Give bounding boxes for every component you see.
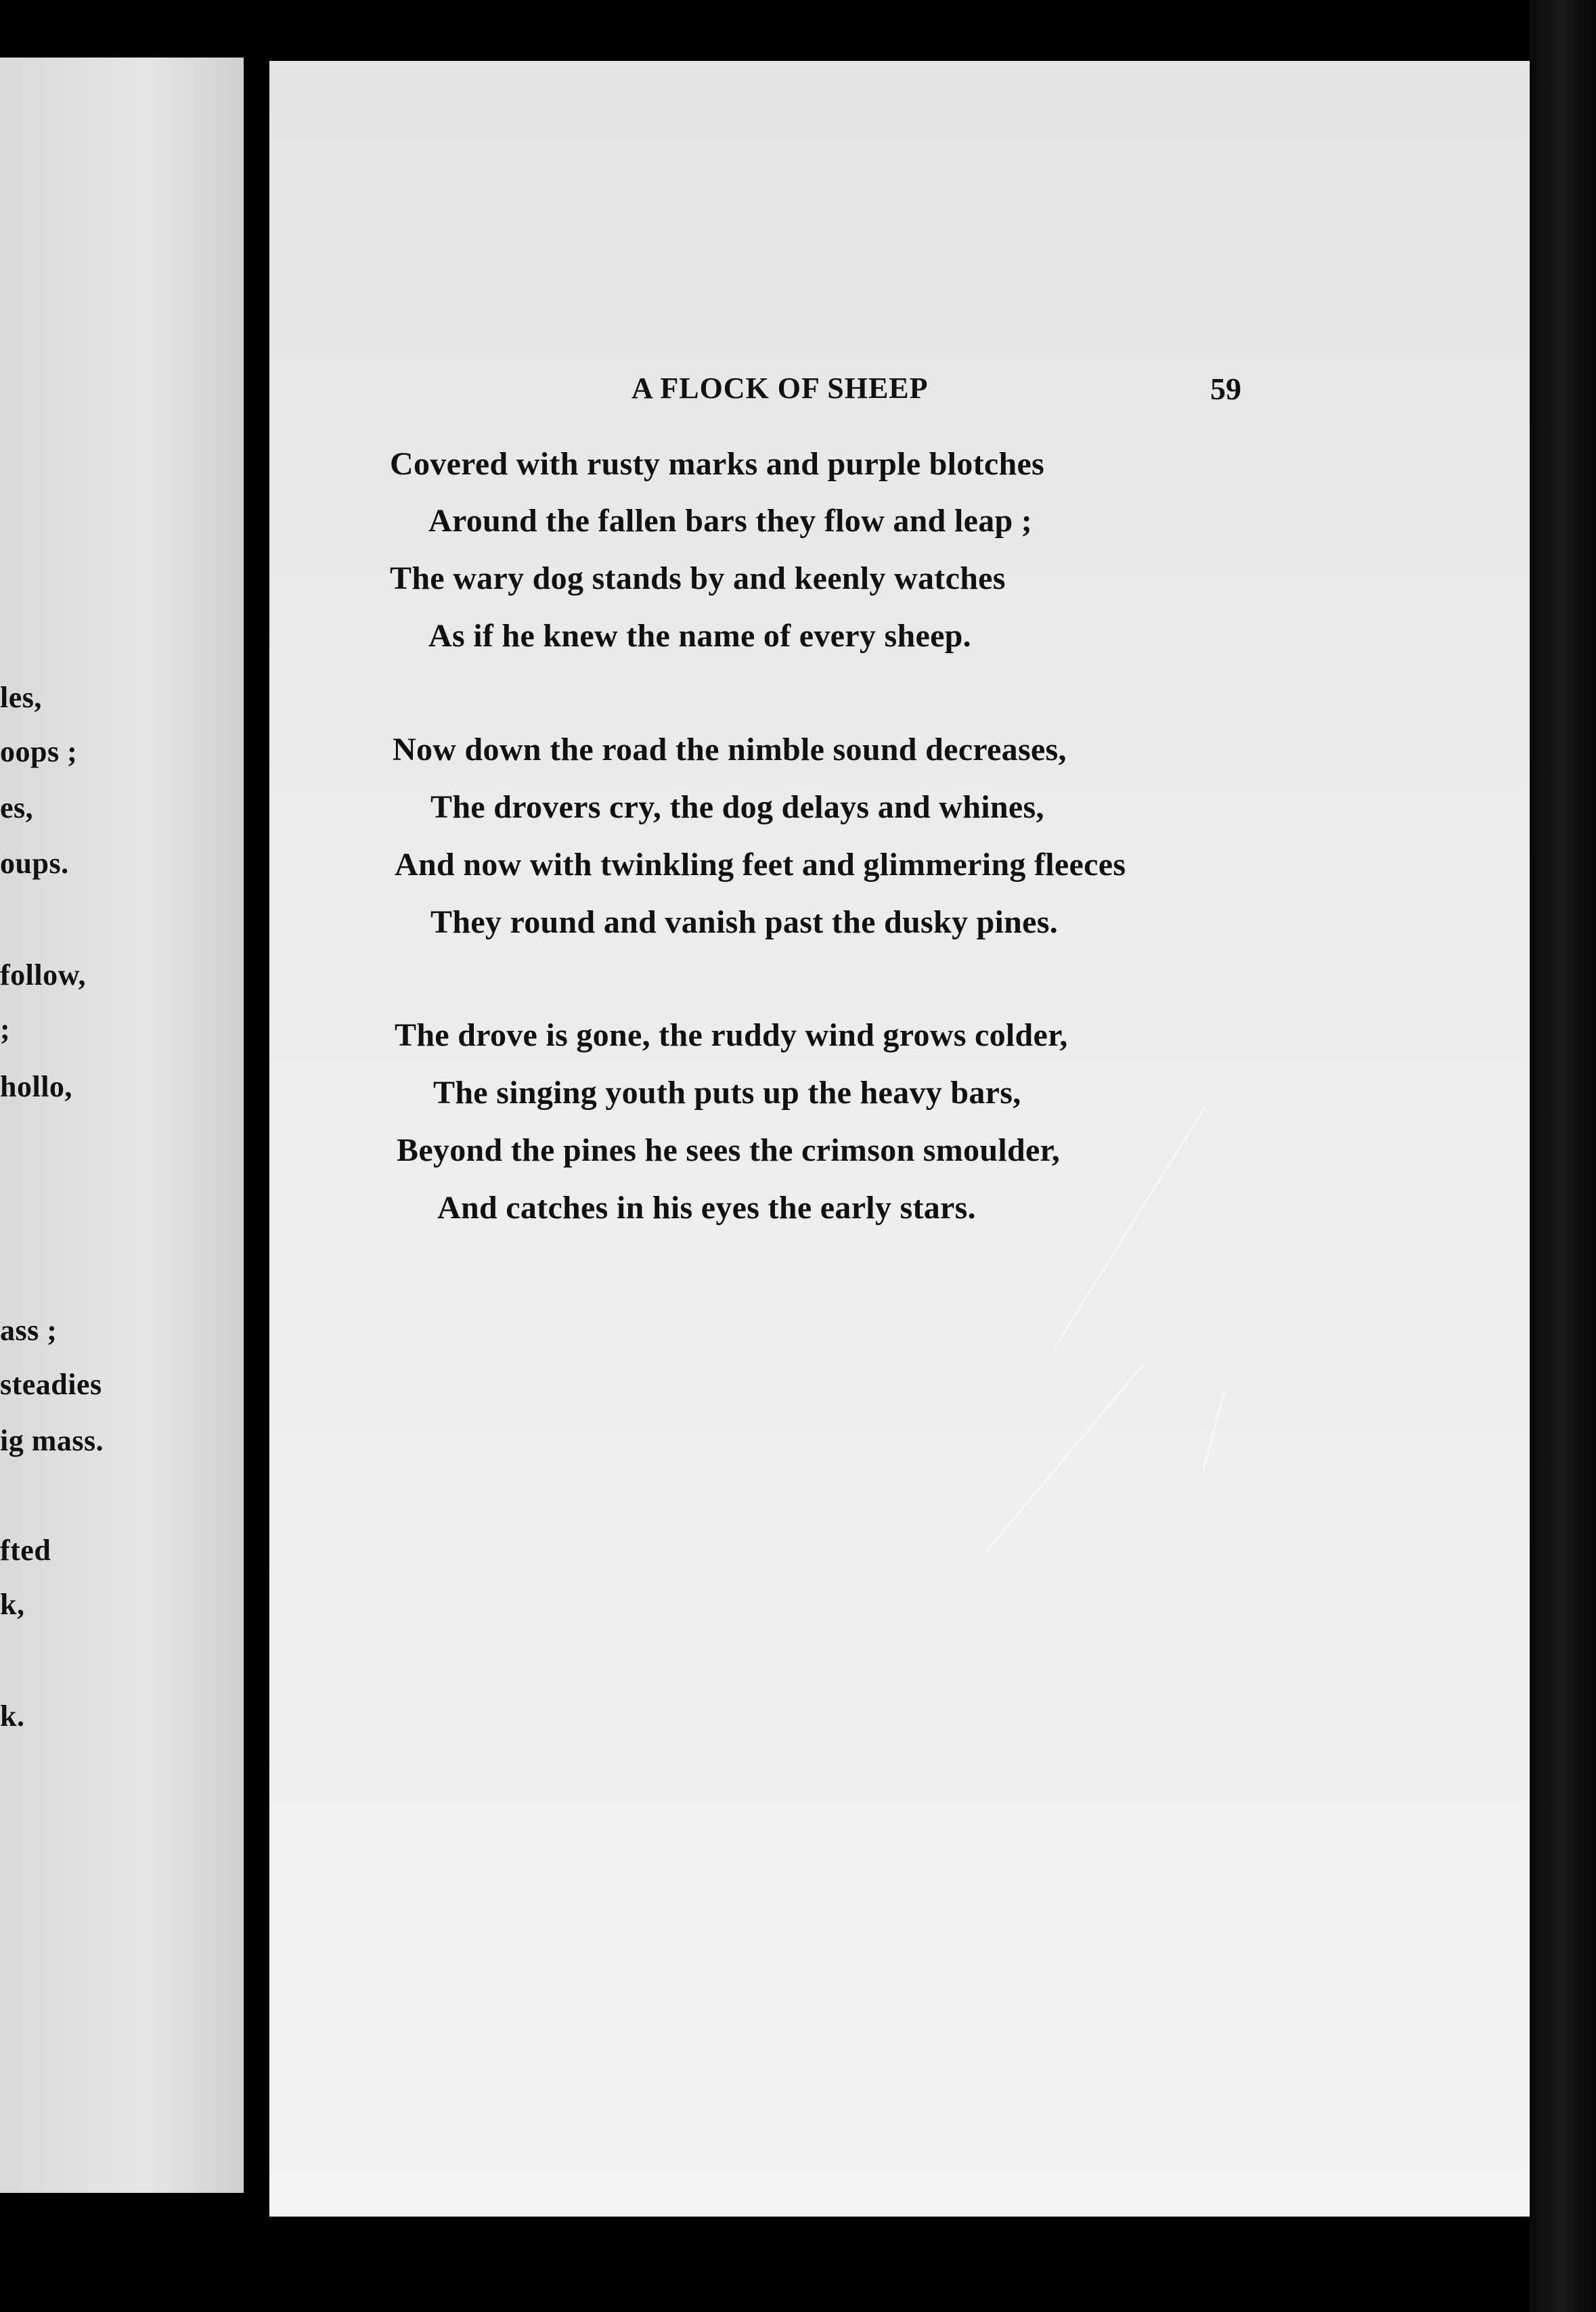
- left-page-fragment: k,: [0, 1588, 25, 1621]
- left-page-fragment: k.: [0, 1699, 25, 1733]
- left-page-fragment: es,: [0, 791, 34, 824]
- verse-line: Beyond the pines he sees the crimson smoulder,: [397, 1132, 1061, 1168]
- book-gutter: [244, 0, 269, 2312]
- left-page-fragment: fted: [0, 1534, 51, 1567]
- verse-line: The wary dog stands by and keenly watches: [390, 560, 1006, 596]
- left-page-fragment: oups.: [0, 847, 69, 880]
- left-page-fragment: ass ;: [0, 1314, 58, 1347]
- verse-line: And now with twinkling feet and glimmering fleeces: [395, 847, 1126, 883]
- paper-scratch: [1054, 1107, 1206, 1349]
- left-page-fragment: ;: [0, 1013, 11, 1046]
- verse-line: Covered with rusty marks and purple blotches: [390, 446, 1045, 482]
- left-page-fragment: oops ;: [0, 735, 78, 768]
- left-page: [0, 58, 244, 2193]
- left-page-fragment: hollo,: [0, 1070, 72, 1103]
- verse-line: The singing youth puts up the heavy bars,: [433, 1075, 1021, 1111]
- verse-line: The drovers cry, the dog delays and whines,: [430, 789, 1044, 825]
- verse-line: The drove is gone, the ruddy wind grows colder,: [395, 1017, 1068, 1053]
- verse-line: Around the fallen bars they flow and leap ;: [428, 503, 1033, 539]
- verse-line: And catches in his eyes the early stars.: [437, 1190, 976, 1226]
- paper-scratch: [1203, 1391, 1226, 1470]
- left-page-fragment: les,: [0, 681, 42, 714]
- paper-scratch: [986, 1364, 1145, 1552]
- verse-line: Now down the road the nimble sound decreases,: [393, 732, 1067, 768]
- verse-line: As if he knew the name of every sheep.: [428, 618, 971, 654]
- page-number: 59: [1210, 372, 1241, 406]
- verse-line: They round and vanish past the dusky pines.: [430, 904, 1059, 940]
- left-page-fragment: follow,: [0, 958, 86, 992]
- left-page-fragment: steadies: [0, 1368, 102, 1401]
- right-page: [269, 61, 1530, 2217]
- book-edge: [1530, 0, 1596, 2312]
- left-page-fragment: ig mass.: [0, 1424, 104, 1457]
- running-head: A FLOCK OF SHEEP: [631, 372, 929, 405]
